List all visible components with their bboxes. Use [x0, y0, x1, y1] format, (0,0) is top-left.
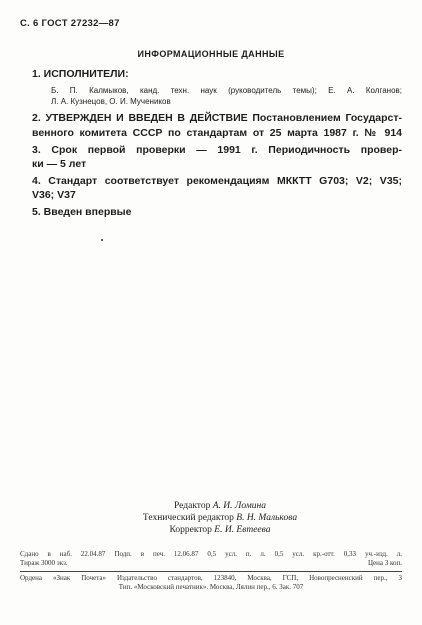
- imprint-row-4: Тип. «Московский печатник». Москва, Лялин пер., 6. Зак. 707: [118, 583, 304, 591]
- section-2-line-1: 2. УТВЕРЖДЕН И ВВЕДЕН В ДЕЙСТВИЕ Постановлением Государст-: [32, 112, 402, 124]
- print-run: Тираж 3000 экз.: [20, 559, 68, 567]
- stray-dot: [101, 239, 103, 241]
- section-4-line-2: V36; V37: [32, 189, 76, 201]
- editor-name: А. И. Ломина: [212, 501, 266, 511]
- section-title: ИНФОРМАЦИОННЫЕ ДАННЫЕ: [137, 49, 285, 59]
- tech-editor-label: Технический редактор: [142, 513, 234, 523]
- credits-block: [120, 500, 320, 536]
- section-2-line-2: венного комитета СССР по стандартам от 25 марта 1987 г. № 914: [32, 127, 402, 139]
- corrector-line: [120, 524, 320, 536]
- page-header: С. 6 ГОСТ 27232—87: [20, 18, 120, 29]
- imprint-row-2: [20, 559, 402, 568]
- section-4-line-1: 4. Стандарт соответствует рекомендациям МККТТ G703; V2; V35;: [32, 175, 402, 187]
- section-3-line-2: ки — 5 лет: [32, 158, 87, 170]
- section-1-heading: 1. ИСПОЛНИТЕЛИ:: [32, 68, 129, 80]
- imprint-row-3: Ордена «Знак Почета» Издательство стандартов, 123840, Москва, ГСП, Новопресненский пер., 3: [20, 574, 402, 582]
- corrector-label: Корректор: [169, 525, 212, 535]
- editor-line: [120, 500, 320, 512]
- imprint-divider: [20, 571, 402, 572]
- tech-editor-line: [120, 512, 320, 524]
- section-1-line-2: Л. А. Кузнецов, О. И. Мучеников: [51, 97, 171, 106]
- editor-label: Редактор: [174, 501, 211, 511]
- corrector-name: Е. И. Евтеева: [214, 525, 271, 535]
- section-3-line-1: 3. Срок первой проверки — 1991 г. Периодичность провер-: [32, 144, 402, 156]
- section-1-line-1: Б. П. Калмыков, канд. техн. наук (руководитель темы); Е. А. Колганов;: [51, 86, 402, 95]
- tech-editor-name: В. Н. Малькова: [236, 513, 298, 523]
- price: Цена 3 коп.: [367, 559, 402, 567]
- section-5-line-1: 5. Введен впервые: [32, 206, 132, 218]
- imprint-row-1: Сдано в наб. 22.04.87 Подп. в печ. 12.06.87 0,5 усл. п. л. 0,5 усл. кр.-отт. 0,33 уч.-изд. л.: [20, 550, 402, 558]
